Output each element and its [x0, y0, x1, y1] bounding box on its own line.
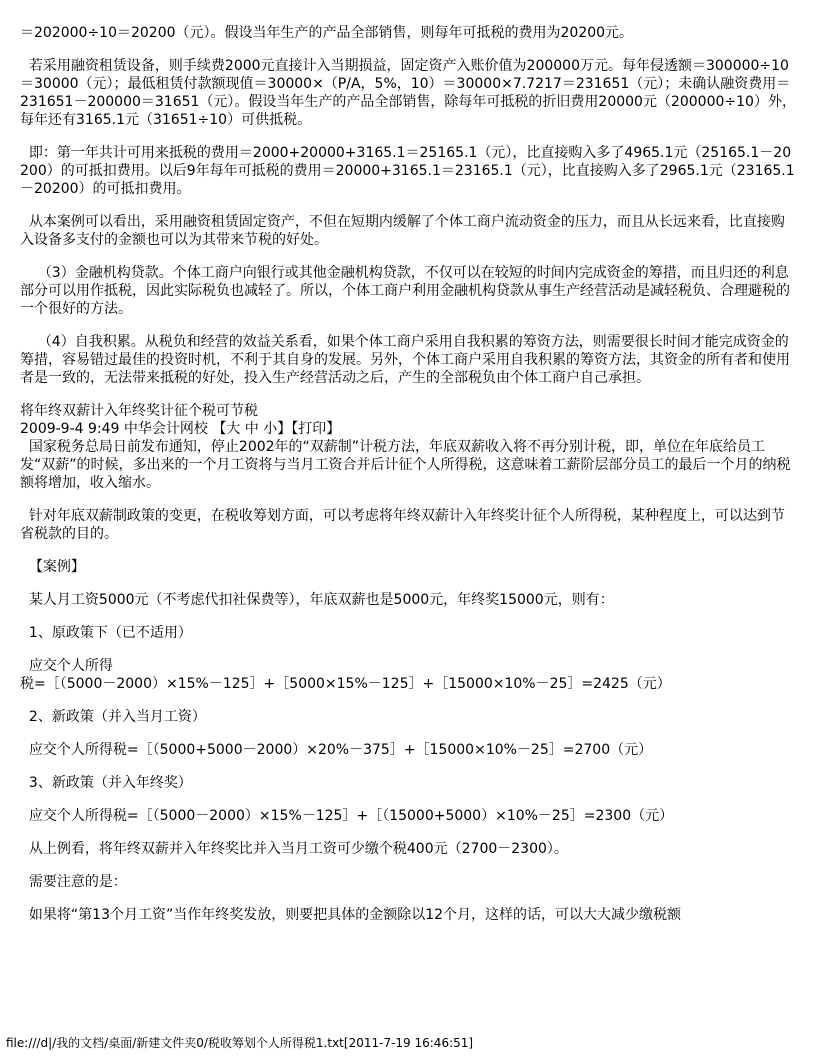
paragraph: （4）自我积累。从税负和经营的效益关系看，如果个体工商户采用自我积累的筹资方法，则需要很长时间才能完成资金的筹措，容易错过最佳的投资时机，不利于其自身的发展。另外，个体工商户采用自我积累的筹资方法，其资金的所有者和使用者是一致的，无法带来抵税的好处，投入生产经营活动之后，产生的全部税负由个体工商户自己承担。 — [20, 334, 790, 386]
print-link[interactable]: 【打印】 — [291, 421, 341, 437]
font-size-selector: 【大 中 小】 — [212, 421, 292, 437]
article-meta — [20, 420, 796, 438]
article-paragraph: 应交个人所得 税=［（5000－2000）×15%－125］+［5000×15%－125］+［15000×10%－25］=2425（元） — [20, 658, 671, 692]
article-paragraph: 某人月工资5000元（不考虑代扣社保费等），年底双薪也是5000元，年终奖15000元，则有： — [20, 592, 614, 608]
article-paragraph: 从上例看，将年终双薪并入年终奖比并入当月工资可少缴个税400元（2700－2300）。 — [20, 841, 568, 857]
article-intro: 国家税务总局日前发布通知，停止2002年的“双薪制”计税方法，年底双薪收入将不再分别计税，即，单位在年底给员工发“双薪”的时候，多出来的一个月工资将与当月工资合并后计征个人所得税，这意味着工薪阶层部分员工的最后一个月的纳税额将增加，收入缩水。 — [20, 439, 791, 491]
article-paragraph: 应交个人所得税=［（5000－2000）×15%－125］+［（15000+5000）×10%－25］=2300（元） — [20, 808, 674, 824]
document-body — [20, 24, 796, 939]
print-timestamp: [2011-7-19 16:46:51] — [343, 1036, 474, 1050]
font-size-large-link[interactable]: 大 — [226, 421, 241, 437]
paragraph: 若采用融资租赁设备，则手续费2000元直接计入当期损益，固定资产入账价值为200000万元。每年侵透额＝300000÷10＝30000（元）；最低租赁付款额现值＝30000×（P/A，5%，10）＝30000×7.7217＝231651（元）；未确认融资费用＝231651－200000＝31651（元）。假设当年生产的产品全部销售，除每年可抵税的折旧费用20000元（200000÷10）外，每年还有3165.1元（31651÷10）可供抵税。 — [20, 58, 796, 128]
article-paragraph: 如果将“第13个月工资”当作年终奖发放，则要把具体的金额除以12个月，这样的话，可以大大减少缴税额 — [20, 907, 682, 923]
article-paragraph: 1、原政策下（已不适用） — [20, 625, 192, 641]
paragraph: 从本案例可以看出，采用融资租赁固定资产，不但在短期内缓解了个体工商户流动资金的压力，而且从长远来看，比直接购入设备多支付的金额也可以为其带来节税的好处。 — [20, 214, 785, 248]
article-paragraph: 需要注意的是： — [20, 874, 127, 890]
article-paragraph: 针对年底双薪制政策的变更，在税收筹划方面，可以考虑将年终双薪计入年终奖计征个人所得税，某种程度上，可以达到节省税款的目的。 — [20, 508, 785, 542]
font-size-medium-link[interactable]: 中 — [244, 421, 259, 437]
article-source: 中华会计网校 — [123, 421, 208, 437]
font-size-small-link[interactable]: 小 — [263, 421, 278, 437]
article-paragraph: 3、新政策（并入年终奖） — [20, 775, 192, 791]
article-date: 2009-9-4 9:49 — [20, 421, 120, 437]
article-title: 将年终双薪计入年终奖计征个税可节税 — [20, 403, 258, 419]
article-paragraph: 应交个人所得税=［（5000+5000－2000）×20%－375］+［15000×10%－25］=2700（元） — [20, 742, 653, 758]
file-path: file:///d|/我的文档/桌面/新建文件夹0/税收筹划个人所得税1.txt — [6, 1036, 344, 1050]
article-paragraph: 2、新政策（并入当月工资） — [20, 709, 206, 725]
paragraph: （3）金融机构贷款。个体工商户向银行或其他金融机构贷款，不仅可以在较短的时间内完成资金的筹措，而且归还的利息部分可以用作抵税，因此实际税负也减轻了。所以，个体工商户利用金融机构贷款从事生产经营活动是减轻税负、合理避税的一个很好的方法。 — [20, 265, 790, 317]
print-footer — [6, 1036, 810, 1050]
paragraph: ＝202000÷10＝20200（元）。假设当年生产的产品全部销售，则每年可抵税的费用为20200元。 — [20, 25, 634, 41]
article-paragraph: 【案例】 — [20, 559, 85, 575]
paragraph: 即：第一年共计可用来抵税的费用＝2000+20000+3165.1＝25165.1（元），比直接购入多了4965.1元（25165.1－20200）的可抵扣费用。以后9年每年可抵税的费用＝20000+3165.1＝23165.1（元），比直接购入多了2965.1元（23165.1－20200）的可抵扣费用。 — [20, 145, 795, 197]
